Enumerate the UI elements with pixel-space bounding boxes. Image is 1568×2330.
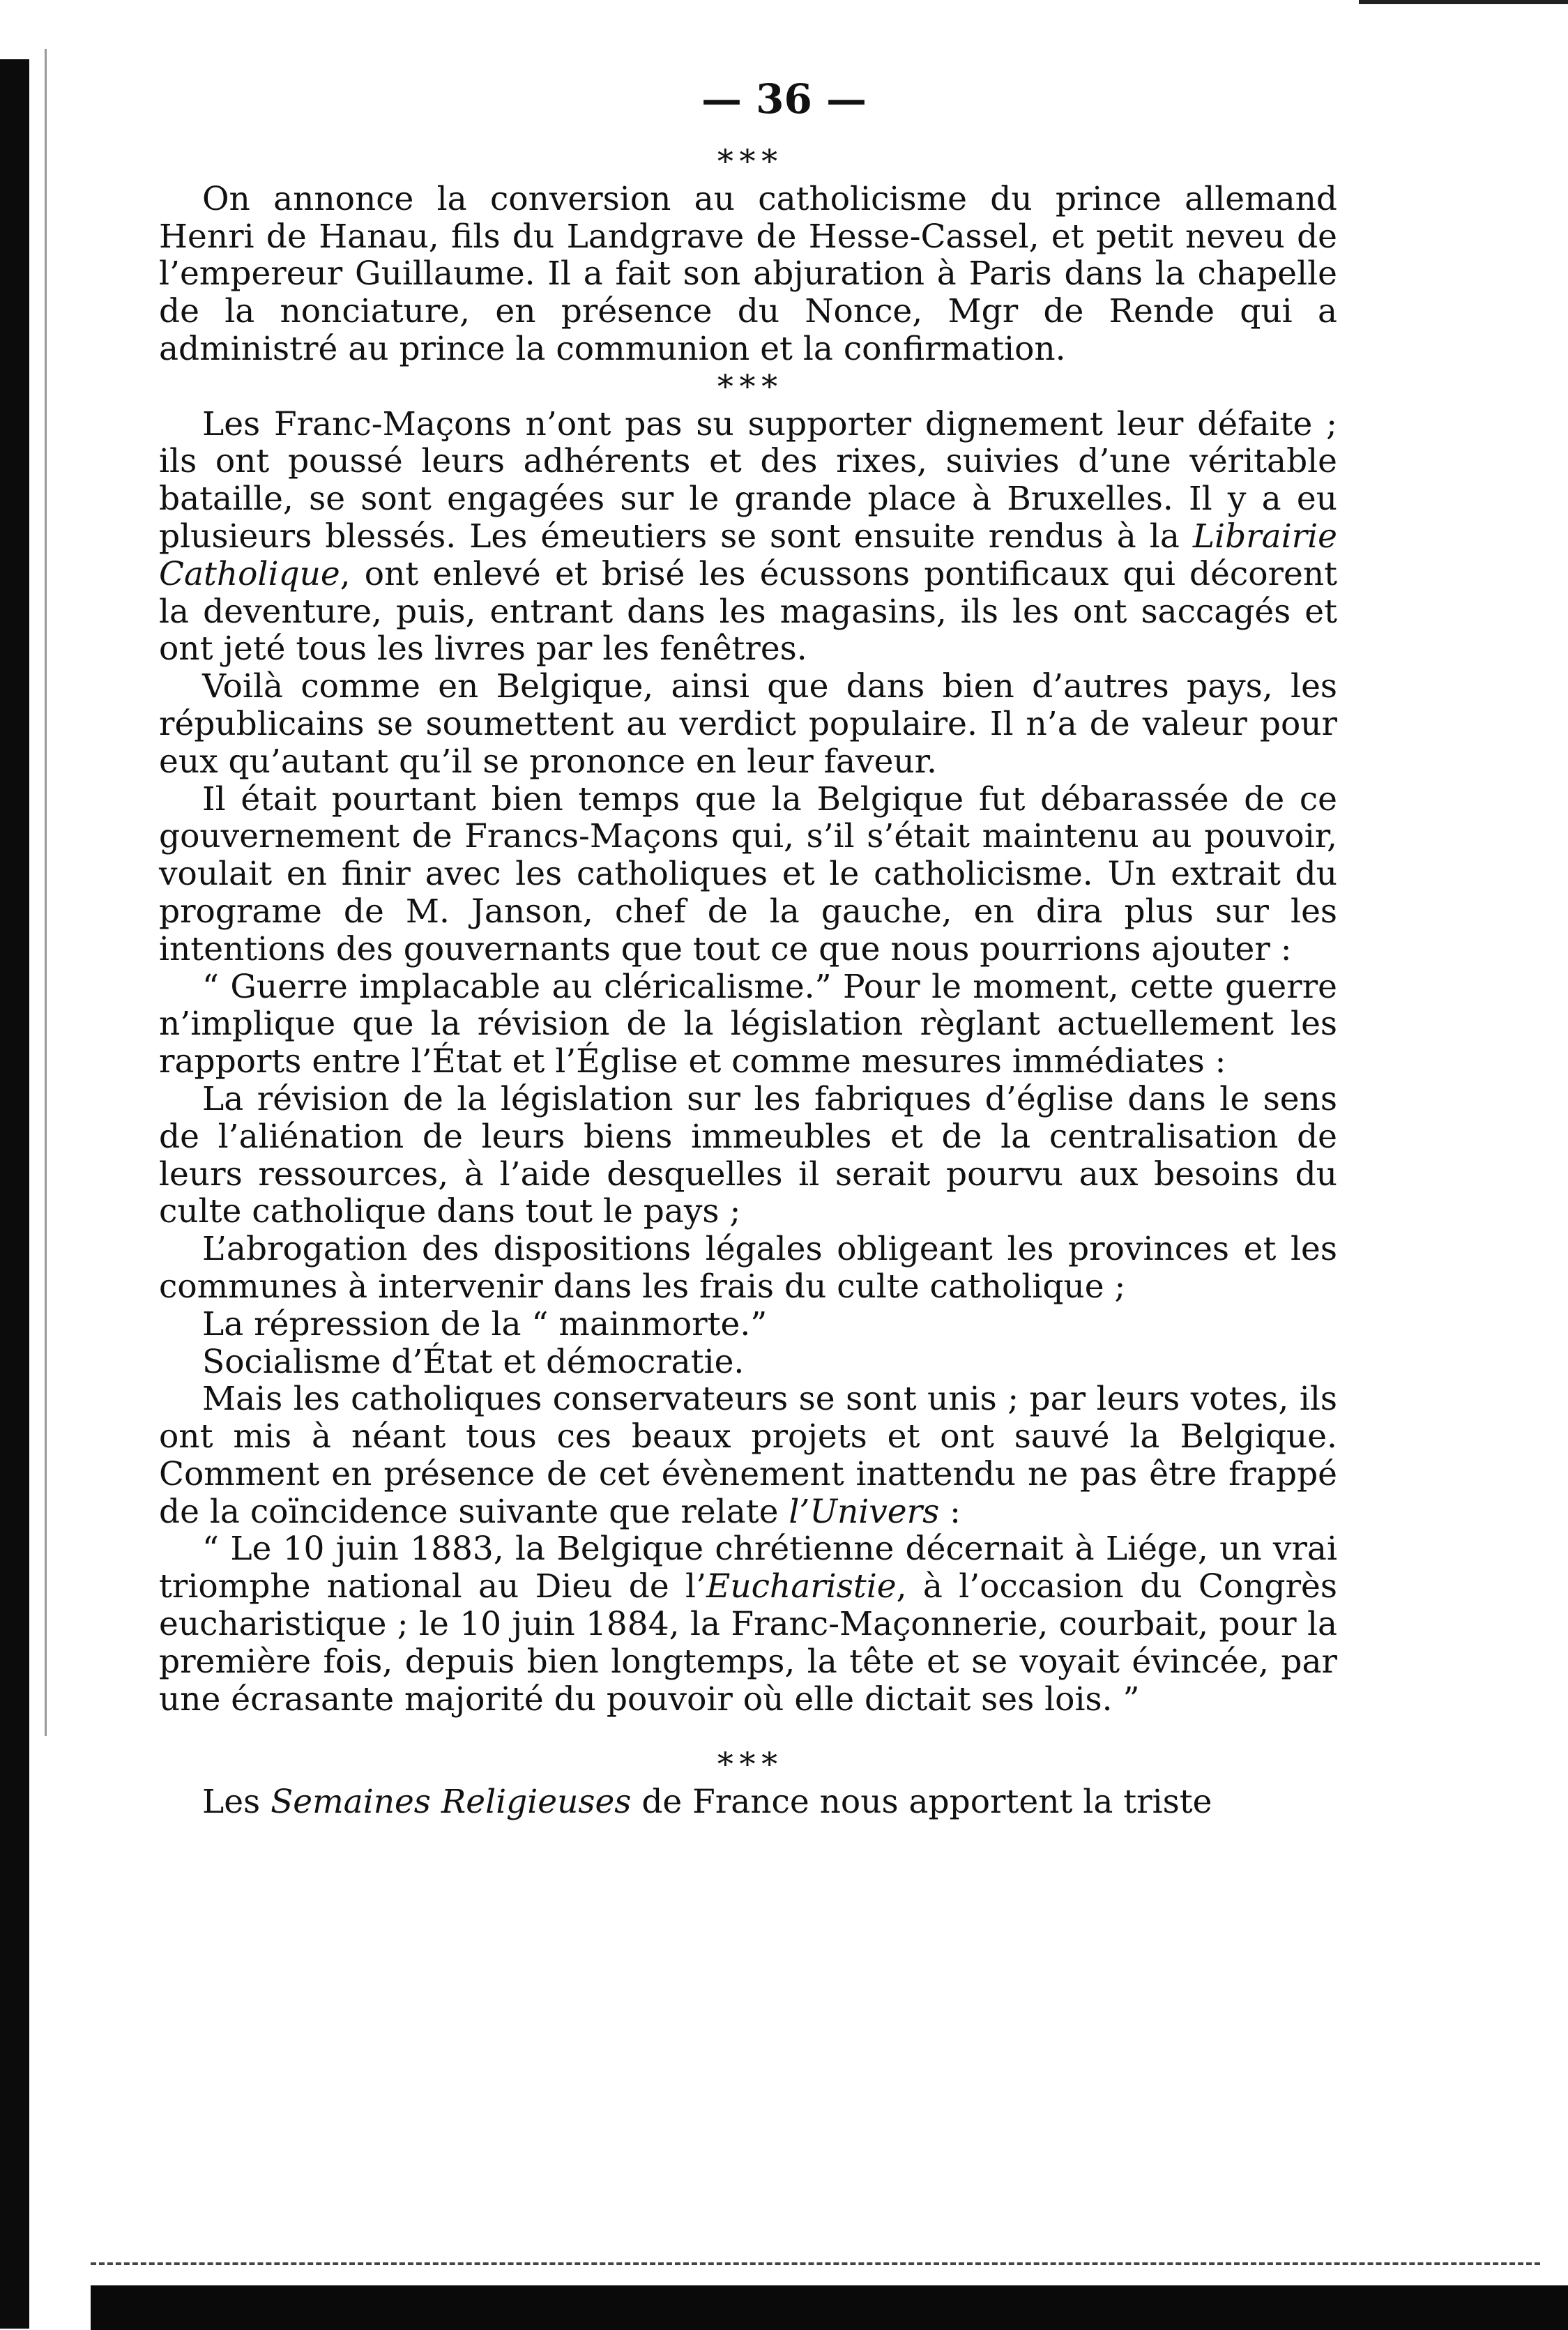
paragraph-fabriques: La révision de la législation sur les fabriques d’église dans le sens de l’aliénation de leurs biens immeubles et de la centralisation de leurs ressources, à l’aide desquelles il serait pourvu aux besoins du culte catholique dans tout le pays ; [159,1079,1337,1231]
italic-title: Semaines Religieuses [271,1783,632,1822]
page-edge-shadow [0,59,29,2329]
bottom-dashed-rule [91,2262,1540,2265]
italic-title: Eucharistie [706,1567,897,1606]
section-separator: * * * [717,142,779,180]
section-separator: * * * [717,367,779,405]
section-separator: * * * [717,1745,779,1783]
paragraph-quotation [159,1530,1337,1718]
paragraph-conservateurs [159,1380,1337,1530]
page-body [159,143,1337,1821]
top-edge-rule [1359,0,1568,4]
paragraph-conversion: On annonce la conversion au catholicisme du prince allemand Henri de Hanau, fils du Landgrave de Hesse-Cassel, et petit neveu de l’empereur Guillaume. Il a fait son abjuration à Paris dans la chapelle de la nonciature, en présence du Nonce, Mgr de Rende qui a administré au prince la communion et la confirmation. [159,179,1337,368]
text-run: , à l’occasion du Congrès eucharistique ; le 10 juin 1884, la Franc-Maçonnerie, courbait, pour la première fois, depuis bien longtemps, la tête et se voyait évincée, par une écrasante majorité du pouvoir où elle dictait ses lois. ” [159,1567,1337,1719]
paragraph-mainmorte: La répression de la “ mainmorte.” [202,1304,768,1343]
text-run: , ont enlevé et brisé les écussons pontificaux qui décorent la deventure, puis, entrant dans les magasins, ils les ont saccagés et ont jeté tous les livres par les fenêtres. [159,554,1337,669]
text-run: de France nous apportent la triste [631,1783,1212,1822]
text-run: Les Franc-Maçons n’ont pas su supporter dignement leur défaite ; ils ont poussé leurs adhérents et des rixes, suivies d’une véritable bataille, se sont engagées sur le grande place à Bruxelles. Il y a eu plusieurs blessés. Les émeutiers se sont ensuite rendus à la [159,404,1337,556]
section-gap [159,1718,1337,1746]
paragraph-guerre: “ Guerre implacable au cléricalisme.” Pour le moment, cette guerre n’implique que la révision de la législation règlant actuellement les rapports entre l’État et l’Église et comme mesures immédiates : [159,967,1337,1081]
page-number: — 36 — [701,75,867,123]
italic-title: l’Univers [789,1492,940,1531]
text-run: Les [202,1783,271,1822]
paragraph-semaines [159,1783,1337,1821]
paragraph-gouvernement: Il était pourtant bien temps que la Belgique fut débarassée de ce gouvernement de Francs-Maçons qui, s’il s’était maintenu au pouvoir, voulait en finir avec les catholiques et le catholicisme. Un extrait du programe de M. Janson, chef de la gauche, en dira plus sur les intentions des gouvernants que tout ce que nous pourrions ajouter : [159,779,1337,968]
paragraph-socialisme: Socialisme d’État et démocratie. [202,1342,745,1381]
text-run: Mais les catholiques conservateurs se sont unis ; par leurs votes, ils ont mis à néant tous ces beaux projets et ont sauvé la Belgique. Comment en présence de cet évènement inattendu ne pas être frappé de la coïncidence suivante que relate [159,1380,1337,1531]
paragraph-abrogation: L’abrogation des dispositions légales obligeant les provinces et les communes à intervenir dans les frais du culte catholique ; [159,1230,1337,1306]
text-run: : [939,1492,961,1531]
bottom-edge-shadow [91,2285,1568,2330]
paragraph-franc-macons [159,406,1337,669]
text-run: “ Le 10 juin 1883, la Belgique chrétienne décernait à Liége, un vrai triomphe national au Dieu de l’ [159,1530,1337,1606]
binding-line [45,49,47,1736]
paragraph-republicains: Voilà comme en Belgique, ainsi que dans bien d’autres pays, les républicains se soumettent au verdict populaire. Il n’a de valeur pour eux qu’autant qu’il se prononce en leur faveur. [159,667,1337,781]
italic-title: Librairie Catholique [159,517,1337,593]
